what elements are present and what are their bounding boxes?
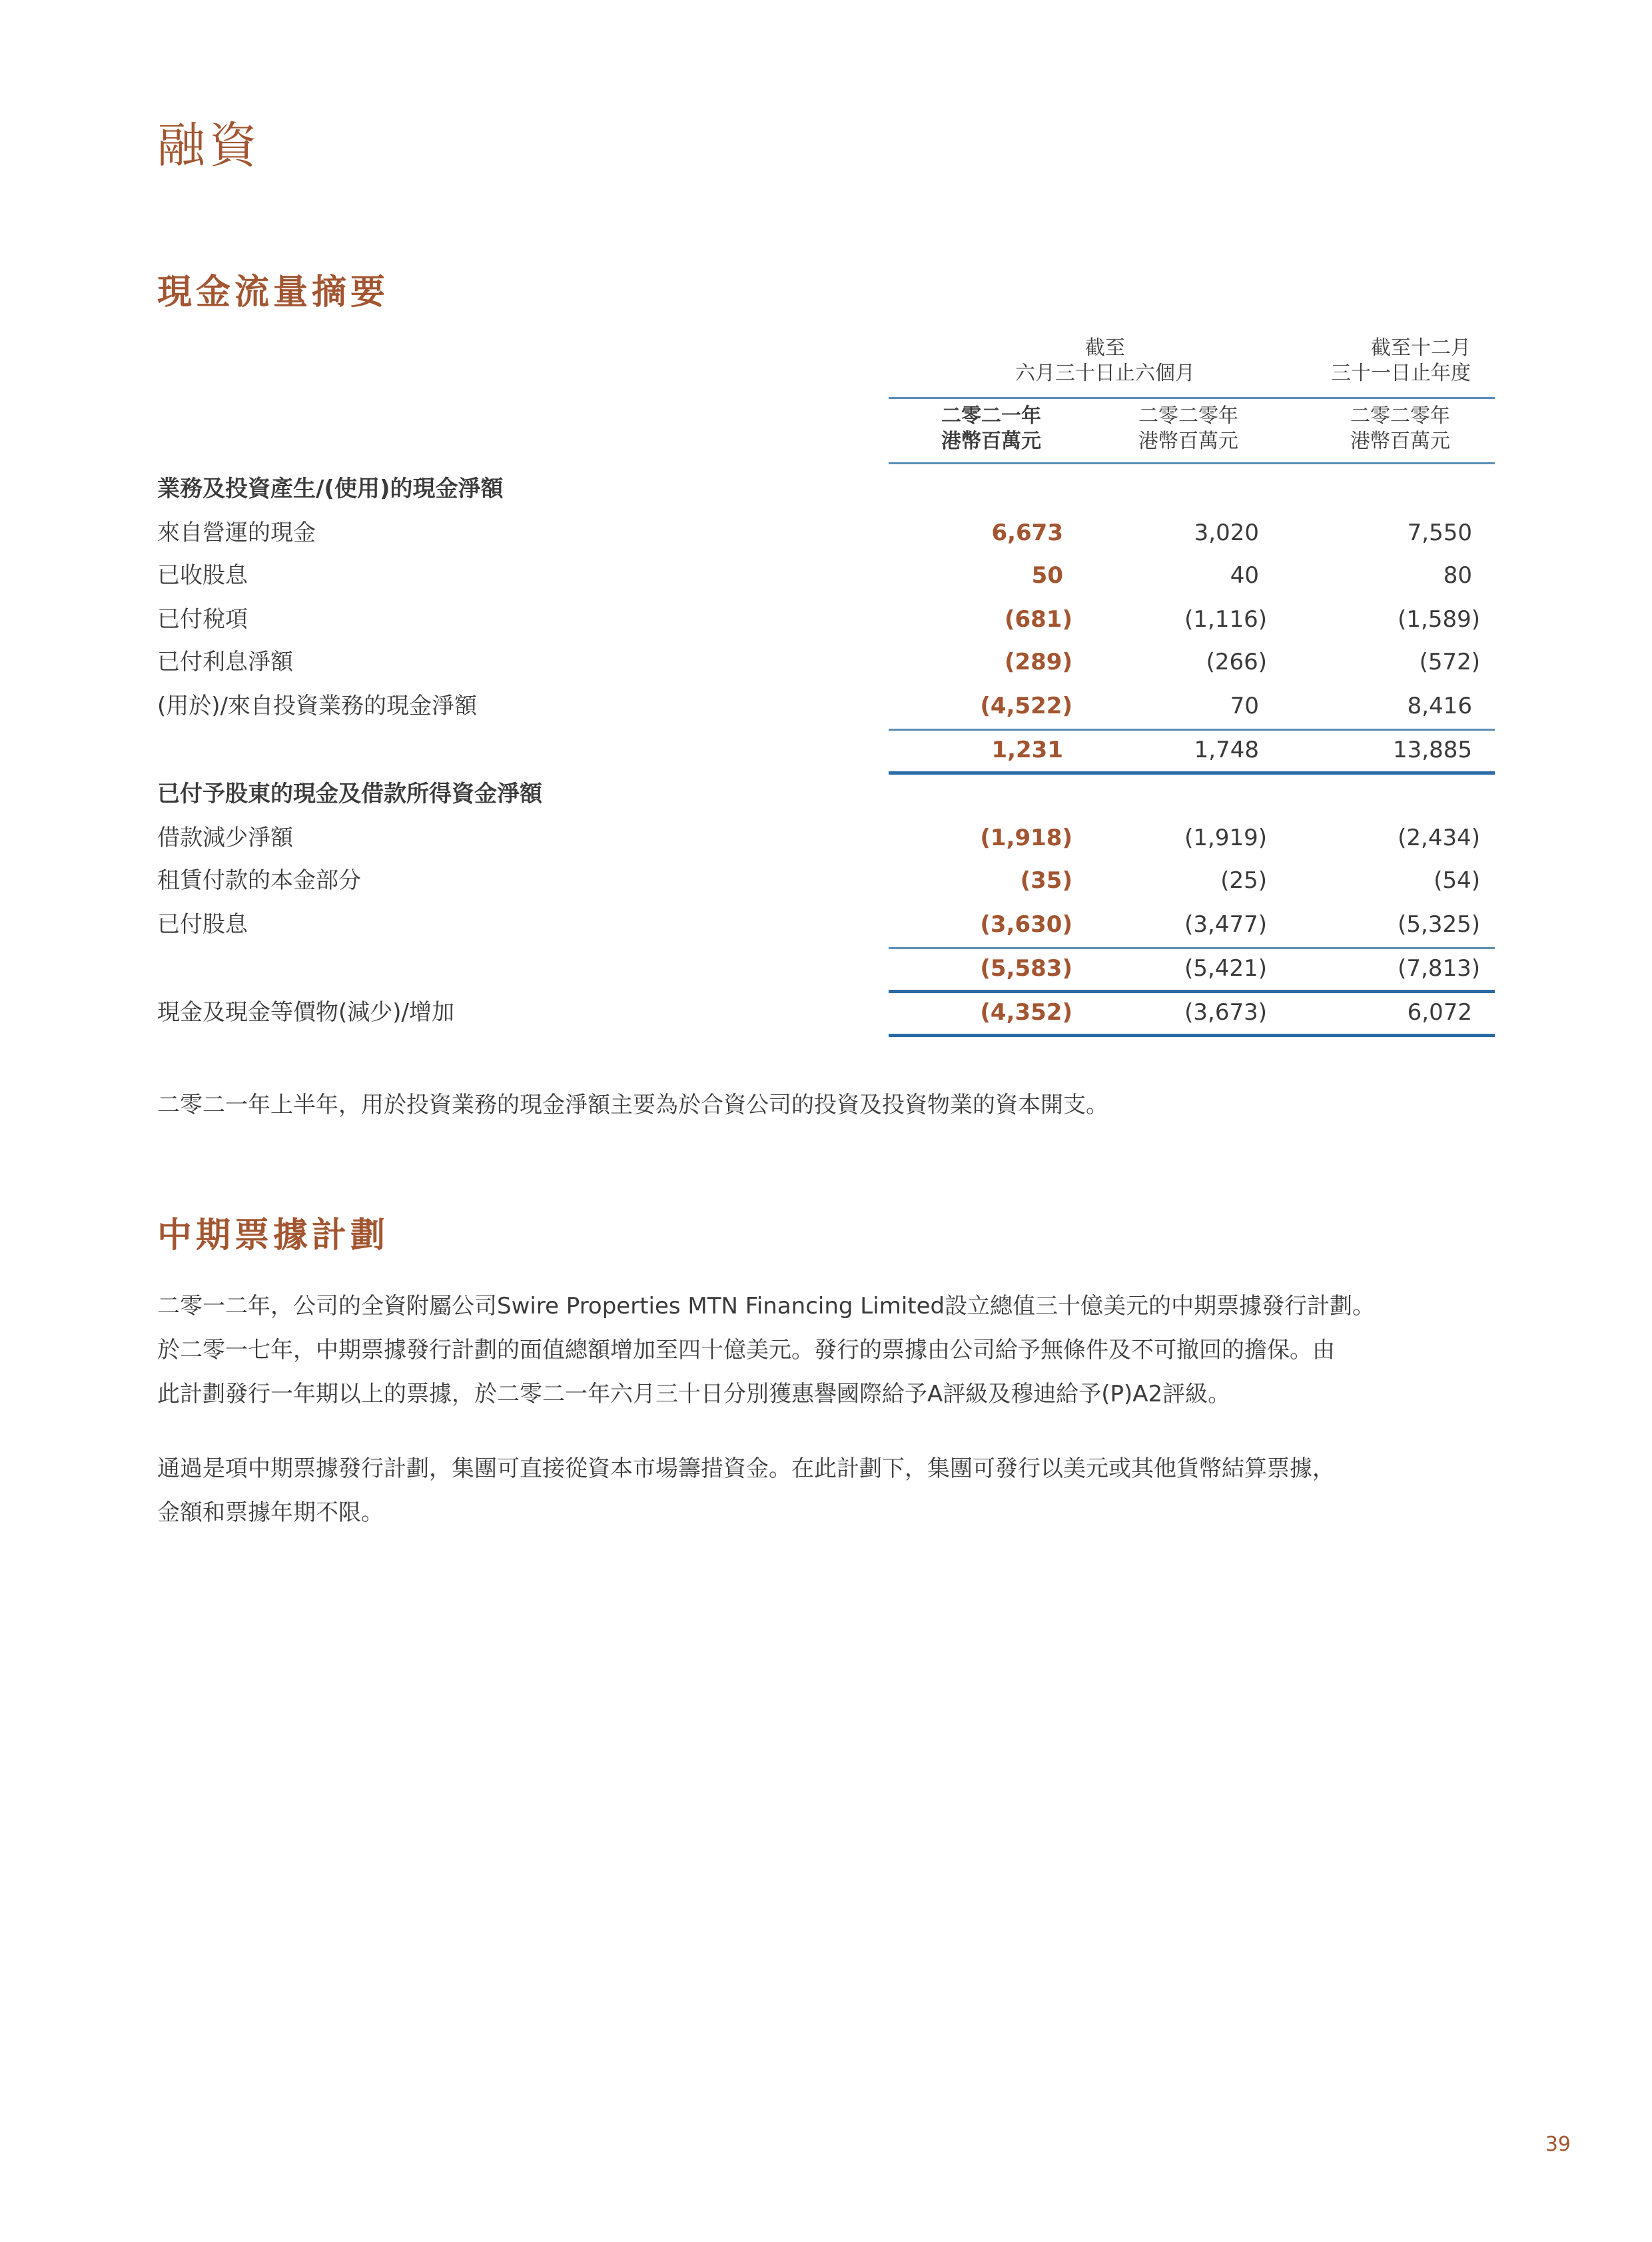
row-label: 已付稅項 (157, 606, 248, 633)
row-value-h1-2020: 40 (1230, 562, 1259, 589)
cash-flow-section-title: 現金流量摘要 (157, 272, 390, 312)
row-value-fy-2020: (2,434) (1398, 825, 1480, 851)
row-value-fy-2020: (54) (1434, 867, 1480, 894)
net-change-label: 現金及現金等價物(減少)/增加 (157, 999, 454, 1026)
mtn-para1-line1: 二零一二年，公司的全資附屬公司Swire Properties MTN Financing Limited設立總值三十億美元的中期票據發行計劃。 (157, 1293, 1376, 1319)
total-divider-3 (889, 1034, 1495, 1037)
row-value-h1-2021: 50 (1031, 562, 1063, 589)
mtn-para1-line3: 此計劃發行一年期以上的票據，於二零二一年六月三十日分別獲惠譽國際給予A評級及穆迪給予(P)A2評級。 (157, 1381, 1231, 1407)
row-label: 已付利息淨額 (157, 649, 293, 675)
row-value-h1-2021: (289) (1004, 649, 1072, 675)
row-value-fy-2020: (5,325) (1398, 911, 1480, 938)
row-value-fy-2020: 80 (1443, 562, 1472, 589)
header-col2-line1: 二零二零年 (1138, 404, 1238, 428)
row-value-fy-2020: 8,416 (1407, 693, 1472, 719)
row-value-h1-2020: 3,020 (1194, 520, 1259, 546)
row-label: (用於)/來自投資業務的現金淨額 (157, 693, 477, 719)
net-change-h1-2020: (3,673) (1184, 999, 1267, 1026)
header-col2-line2: 港幣百萬元 (1138, 430, 1238, 453)
row-value-h1-2020: (3,477) (1184, 911, 1267, 938)
row-value-fy-2020: 7,550 (1407, 520, 1472, 546)
header-bottom-divider (889, 462, 1495, 464)
mtn-para2-line2: 金額和票據年期不限。 (157, 1499, 384, 1526)
header-col3 (1328, 404, 1472, 454)
header-six-months-line2: 六月三十日止六個月 (1015, 362, 1195, 385)
header-col3-line1: 二零二零年 (1350, 404, 1450, 428)
row-label: 借款減少淨額 (157, 825, 293, 851)
row-value-h1-2020: (1,919) (1184, 825, 1267, 851)
header-divider-year (1298, 397, 1495, 399)
row-value-h1-2020: (266) (1206, 649, 1267, 675)
row-label: 已收股息 (157, 562, 248, 589)
row-label: 已付股息 (157, 911, 248, 938)
header-col1-line2: 港幣百萬元 (941, 430, 1041, 453)
group2-total-fy-2020: (7,813) (1398, 955, 1480, 982)
header-col3-line2: 港幣百萬元 (1350, 430, 1450, 453)
header-six-months-line1: 截至 (1085, 336, 1125, 360)
row-value-h1-2021: (35) (1020, 867, 1072, 894)
group1-total-fy-2020: 13,885 (1393, 737, 1472, 763)
row-value-h1-2021: (1,918) (980, 825, 1072, 851)
mtn-section-title: 中期票據計劃 (157, 1216, 390, 1256)
group1-total-h1-2021: 1,231 (991, 737, 1063, 763)
mtn-para1-line2: 於二零一七年，中期票據發行計劃的面值總額增加至四十億美元。發行的票據由公司給予無條件及不可撤回的擔保。由 (157, 1337, 1335, 1363)
header-col1 (919, 404, 1063, 454)
header-divider-six-months (889, 397, 1322, 399)
header-six-months (889, 336, 1322, 386)
cash-flow-note: 二零二一年上半年，用於投資業務的現金淨額主要為於合資公司的投資及投資物業的資本開支。 (157, 1092, 1108, 1118)
page-number: 39 (1545, 2133, 1571, 2156)
row-value-fy-2020: (1,589) (1398, 606, 1480, 633)
row-value-h1-2021: (3,630) (980, 911, 1072, 938)
net-change-fy-2020: 6,072 (1407, 999, 1472, 1026)
page-title: 融資 (157, 117, 262, 173)
row-value-h1-2021: (681) (1004, 606, 1072, 633)
row-label: 來自營運的現金 (157, 520, 316, 546)
group1-total-h1-2020: 1,748 (1194, 737, 1259, 763)
group2-title: 已付予股東的現金及借款所得資金淨額 (157, 781, 542, 807)
header-col2 (1116, 404, 1260, 454)
row-label: 租賃付款的本金部分 (157, 867, 361, 894)
header-year-line2: 三十一日止年度 (1331, 362, 1471, 385)
group2-total-h1-2021: (5,583) (980, 955, 1072, 982)
row-value-fy-2020: (572) (1419, 649, 1480, 675)
header-col1-line1: 二零二一年 (941, 404, 1041, 428)
header-year-line1: 截至十二月 (1371, 336, 1471, 360)
mtn-para2-line1: 通過是項中期票據發行計劃，集團可直接從資本市場籌措資金。在此計劃下，集團可發行以美元或其他貨幣結算票據， (157, 1455, 1335, 1482)
row-value-h1-2020: 70 (1230, 693, 1259, 719)
row-value-h1-2020: (25) (1220, 867, 1267, 894)
net-change-h1-2021: (4,352) (980, 999, 1072, 1026)
row-value-h1-2021: 6,673 (991, 520, 1063, 546)
row-value-h1-2020: (1,116) (1184, 606, 1267, 633)
total-divider-1 (889, 771, 1495, 775)
row-value-h1-2021: (4,522) (980, 693, 1072, 719)
group1-title: 業務及投資產生/(使用)的現金淨額 (157, 476, 504, 502)
group2-total-h1-2020: (5,421) (1184, 955, 1267, 982)
header-year (1298, 336, 1471, 386)
